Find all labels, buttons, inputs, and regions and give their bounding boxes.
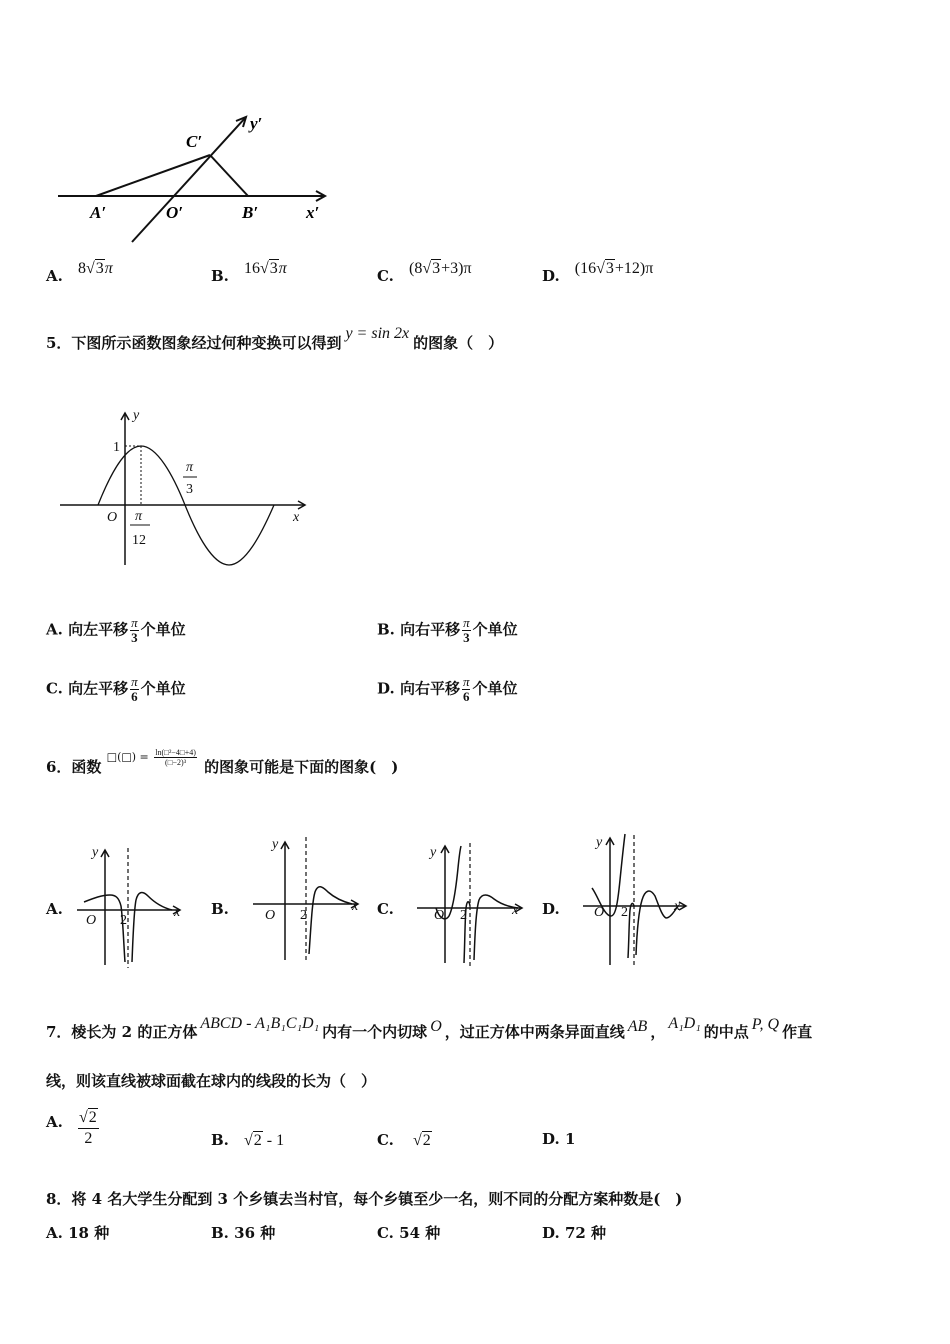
q6-stem-after: 的图象可能是下面的图象( )	[204, 758, 399, 776]
option-letter: D.	[542, 1130, 560, 1148]
q6-graph-d[interactable]	[578, 830, 698, 970]
option-text: 向左平移	[68, 679, 129, 698]
label-y: y′	[250, 114, 263, 133]
option-text: 36 种	[234, 1224, 276, 1242]
tick-one: 1	[113, 440, 120, 455]
q7-line-ab: AB	[627, 1018, 648, 1035]
graph-tick-2: 2	[120, 913, 127, 928]
graph-y-label: y	[92, 845, 99, 860]
q8-option-c[interactable]	[377, 1222, 440, 1243]
q7-stem-1: 7．棱长为 2 的正方体	[46, 1023, 198, 1041]
graph-x-label: x	[674, 899, 681, 914]
q8-option-d[interactable]	[542, 1222, 606, 1243]
graph-y-label: y	[272, 837, 279, 852]
q6-option-d[interactable]: D.	[542, 900, 560, 918]
option-text-2: 个单位	[472, 620, 518, 639]
tick-pi-3-num: π	[186, 460, 194, 475]
q7-stem-5: 作直	[782, 1023, 813, 1041]
graph-y-label: y	[596, 835, 603, 850]
graph-tick-2: 2	[300, 908, 307, 923]
option-radicand: 3	[269, 260, 278, 277]
graph-y-label: y	[430, 845, 437, 860]
option-value-post: +3)π	[441, 260, 472, 277]
option-letter: B.	[211, 1224, 229, 1242]
frac-den: 2	[84, 1130, 93, 1147]
frac-num: π	[463, 615, 470, 630]
q7-points: P, Q	[751, 1016, 780, 1033]
option-letter: A.	[46, 1224, 63, 1242]
option-value-pre: (8	[409, 260, 423, 277]
q5-stem	[46, 325, 504, 353]
q6-graph-c[interactable]	[412, 838, 532, 968]
graph-tick-2: 2	[460, 908, 467, 923]
q6-option-c[interactable]: C.	[377, 900, 394, 918]
option-text: 72 种	[564, 1224, 607, 1242]
option-text-2: 个单位	[140, 679, 186, 698]
option-letter: C.	[377, 267, 394, 285]
option-value-post: π	[104, 260, 113, 277]
option-text-2: 个单位	[472, 679, 518, 698]
tick-pi-3-den: 3	[186, 482, 193, 497]
q4-option-a[interactable]: A. 8√3π	[46, 260, 113, 285]
q6-option-a[interactable]: A.	[46, 900, 63, 918]
label-b: B′	[242, 203, 259, 222]
option-text: 54 种	[399, 1224, 441, 1242]
q5-stem-before: 5．下图所示函数图象经过何种变换可以得到	[46, 334, 342, 352]
option-letter: B.	[377, 620, 395, 639]
option-letter: C.	[46, 679, 63, 698]
q6-option-b[interactable]: B.	[211, 900, 229, 918]
tick-pi-12-num: π	[135, 509, 143, 524]
q4-option-d[interactable]: D. (16√3+12)π	[542, 260, 654, 285]
option-radicand: 2	[253, 1132, 262, 1149]
q7-option-a[interactable]: A. $\frac{√2}{2}$	[46, 1109, 97, 1147]
q6-stem	[46, 747, 399, 779]
q5-option-a[interactable]	[46, 616, 186, 645]
graph-x-label: x	[512, 903, 519, 918]
q7-option-b[interactable]: B. √2 - 1	[211, 1131, 285, 1149]
option-text-2: 个单位	[140, 620, 186, 639]
q4-oblique-figure	[50, 105, 350, 250]
q7-option-c[interactable]: C. √2	[377, 1131, 431, 1149]
q4-option-b[interactable]: B. 16√3π	[211, 260, 287, 285]
q5-option-c[interactable]	[46, 675, 186, 704]
label-c: C′	[186, 132, 203, 151]
frac-den: 3	[463, 630, 470, 645]
option-letter: C.	[377, 1224, 394, 1242]
q7-stem-4: 的中点	[703, 1023, 749, 1041]
q7-stem-2: 内有一个内切球	[322, 1023, 428, 1041]
frac-den: 6	[462, 689, 470, 704]
q6-formula-left: □(□) =	[106, 750, 149, 763]
option-radicand: 3	[95, 260, 104, 277]
option-text: 向右平移	[399, 679, 460, 698]
option-radicand: 3	[605, 260, 614, 277]
q5-sine-graph	[55, 405, 325, 575]
q7-stem-3: ，过正方体中两条异面直线	[444, 1023, 625, 1041]
option-tail: - 1	[266, 1132, 285, 1149]
label-a: A′	[90, 203, 107, 222]
frac-den: 6	[131, 689, 138, 704]
q5-formula: y = sin 2x	[345, 325, 410, 342]
tick-pi-12-den: 12	[132, 533, 146, 548]
axis-x-label: x	[293, 510, 300, 525]
graph-origin-label: O	[594, 905, 605, 920]
q5-option-d[interactable]	[377, 675, 517, 704]
option-value-pre: 16	[244, 260, 260, 277]
q8-option-b[interactable]	[211, 1222, 275, 1243]
q5-option-b[interactable]	[377, 616, 518, 645]
q7-cube-name: ABCD - A₁B₁C₁D₁	[200, 1015, 320, 1032]
option-letter: A.	[46, 267, 63, 285]
option-letter: A.	[46, 1113, 63, 1131]
option-letter: B.	[211, 1131, 229, 1149]
option-text: 向左平移	[68, 620, 129, 639]
option-text: 向右平移	[400, 620, 461, 639]
q7-stem-line2: 线，则该直线被球面截在球内的线段的长为（ ）	[46, 1072, 377, 1090]
option-radicand: 3	[432, 260, 441, 277]
option-value-pre: 8	[77, 260, 86, 277]
option-value-post: +12)π	[614, 260, 654, 277]
origin-label: O	[107, 510, 118, 525]
option-text: 1	[564, 1130, 576, 1148]
q4-option-c[interactable]: C. (8√3+3)π	[377, 260, 472, 285]
option-text: 18 种	[68, 1224, 110, 1242]
frac-num: π	[462, 674, 470, 689]
option-letter: D.	[542, 1224, 560, 1242]
graph-origin-label: O	[434, 908, 445, 923]
graph-x-label: x	[352, 899, 359, 914]
q6-formula-num: ln(□²−4□+4)	[155, 747, 196, 757]
q6-formula-den: (□−2)³	[165, 757, 187, 767]
q7-stem-line1	[46, 1015, 813, 1042]
graph-x-label: x	[174, 905, 181, 920]
option-value-pre: (16	[574, 260, 597, 277]
q7-sep: ，	[650, 1023, 666, 1041]
q6-stem-before: 6．函数	[46, 758, 102, 776]
q6-graph-b[interactable]	[248, 832, 368, 962]
q7-line-a1d1: A₁D₁	[668, 1015, 701, 1032]
frac-num: π	[131, 615, 138, 630]
graph-tick-2: 2	[621, 905, 628, 920]
option-letter: A.	[46, 620, 63, 639]
q5-stem-after: 的图象（ ）	[413, 334, 504, 352]
graph-origin-label: O	[86, 913, 97, 928]
q6-graph-a[interactable]	[72, 840, 192, 970]
graph-origin-label: O	[265, 908, 276, 923]
axis-y-label: y	[133, 408, 140, 423]
frac-num: π	[131, 674, 138, 689]
frac-den: 3	[131, 630, 138, 645]
option-letter: B.	[211, 267, 229, 285]
option-value-post: π	[278, 260, 287, 277]
frac-radicand: 2	[88, 1109, 97, 1126]
q7-ball-name: O	[430, 1018, 442, 1035]
option-radicand: 2	[422, 1132, 431, 1149]
option-letter: C.	[377, 1131, 394, 1149]
q8-option-a[interactable]	[46, 1222, 109, 1243]
label-x: x′	[306, 203, 320, 222]
option-letter: D.	[542, 267, 560, 285]
q7-option-d[interactable]	[542, 1130, 575, 1148]
q8-stem: 8．将 4 名大学生分配到 3 个乡镇去当村官，每个乡镇至少一名，则不同的分配方案种数是( )	[46, 1190, 683, 1208]
label-o: O′	[166, 203, 184, 222]
option-letter: D.	[377, 679, 395, 698]
